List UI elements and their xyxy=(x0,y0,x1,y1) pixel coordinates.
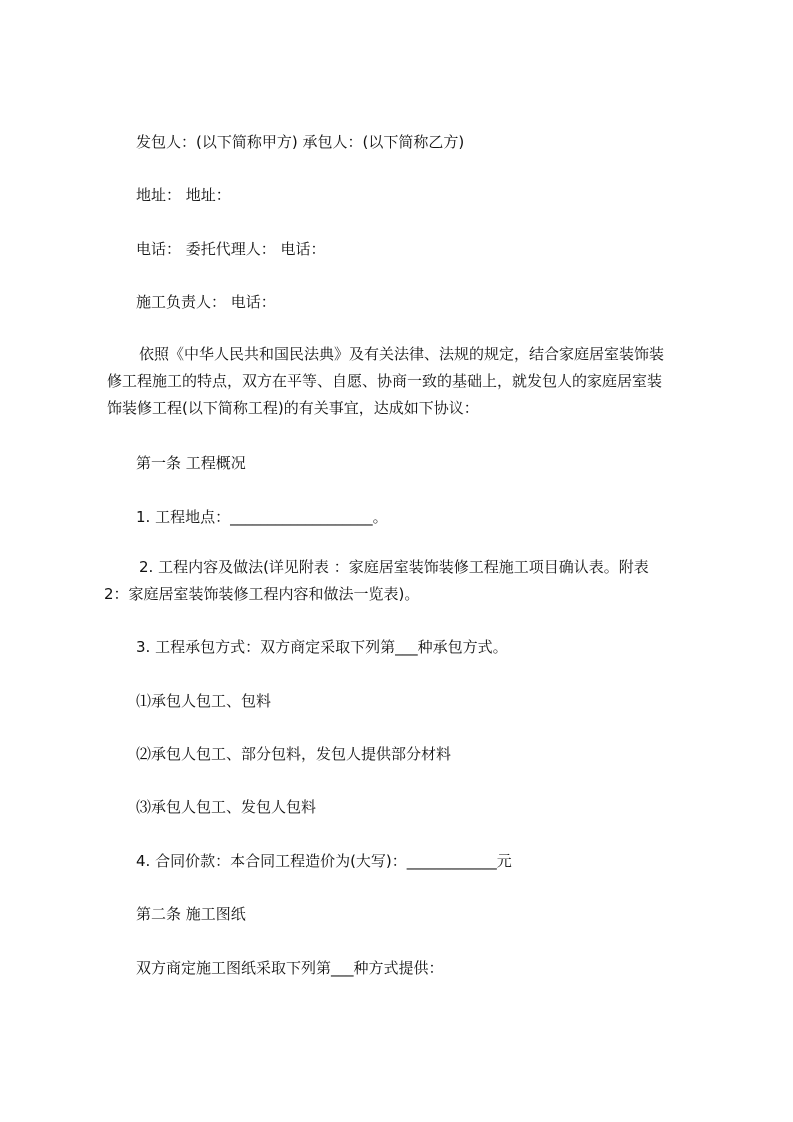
option-1: ⑴承包人包工、包料 xyxy=(136,692,272,710)
phone-agent-line: 电话： 委托代理人： 电话： xyxy=(136,240,326,258)
drawings-method-line: 双方商定施工图纸采取下列第___种方式提供： xyxy=(136,959,444,977)
article-2-heading: 第二条 施工图纸 xyxy=(136,905,246,923)
item-2-line: 2. 工程内容及做法(详见附表 ：家庭居室装饰装修工程施工项目确认表。附表 xyxy=(139,558,649,576)
intro-paragraph-line: 依照《中华人民共和国民法典》及有关法律、法规的规定，结合家庭居室装饰装 xyxy=(139,345,665,363)
intro-paragraph-line: 修工程施工的特点，双方在平等、自愿、协商一致的基础上，就发包人的家庭居室装 xyxy=(107,372,663,390)
item-3-contract-method: 3. 工程承包方式：双方商定采取下列第___种承包方式。 xyxy=(136,638,508,656)
option-2: ⑵承包人包工、部分包料，发包人提供部分材料 xyxy=(136,745,452,763)
address-line: 地址： 地址： xyxy=(136,186,231,204)
party-names-line: 发包人：(以下简称甲方) 承包人：(以下简称乙方) xyxy=(136,133,465,151)
intro-paragraph-line: 饰装修工程(以下简称工程)的有关事宜，达成如下协议： xyxy=(107,399,479,417)
option-3: ⑶承包人包工、发包人包料 xyxy=(136,798,317,816)
item-1-project-location: 1. 工程地点：___________________。 xyxy=(136,508,388,526)
item-2-line: 2：家庭居室装饰装修工程内容和做法一览表)。 xyxy=(104,585,420,603)
article-1-heading: 第一条 工程概况 xyxy=(136,454,246,472)
item-4-contract-price: 4. 合同价款：本合同工程造价为(大写)：____________元 xyxy=(136,852,512,870)
site-manager-line: 施工负责人： 电话： xyxy=(136,293,276,311)
